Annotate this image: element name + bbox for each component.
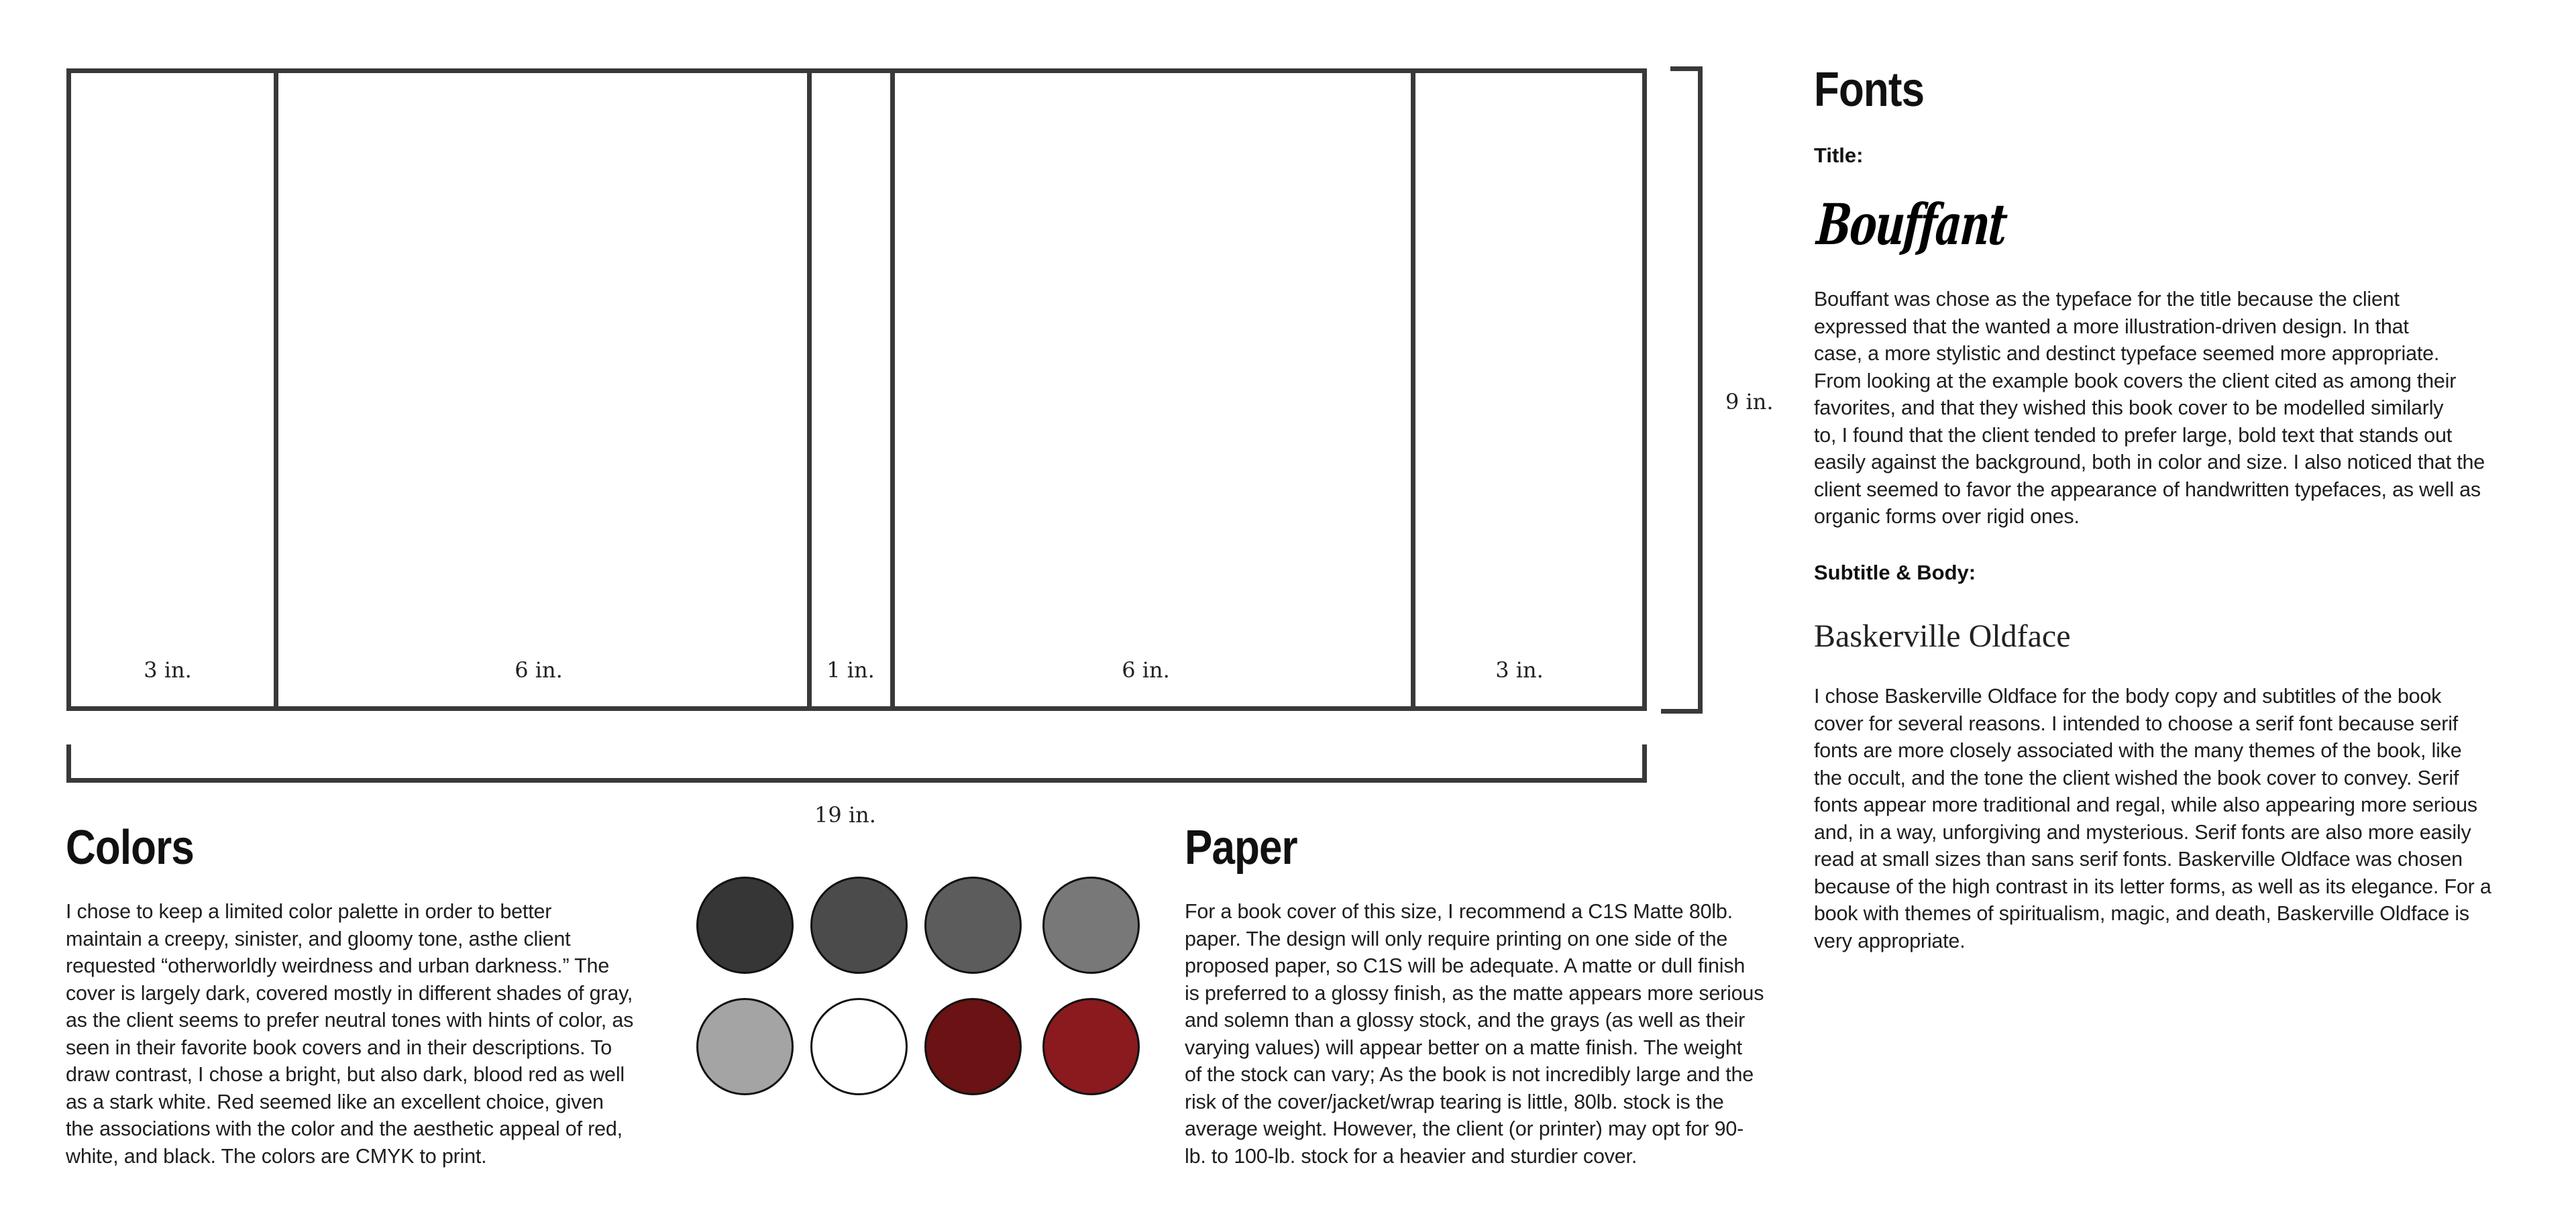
colors-rationale: I chose to keep a limited color palette in order to better maintain a creepy, sinister, and gloomy tone, asthe client requested “otherworldly weirdness and urban darkness.” The cover is largely dark, covered mostly in different shades of gray, as the client seems to prefer neutral tones with hints of color, as seen in their favorite book covers and in their descriptions. To draw contrast, I chose a bright, but also dark, blood red as well as a stark white. Red seemed like an excellent choice, given the associations with the color and the aesthetic appeal of red, white, and black. The colors are CMYK to print. — [66, 900, 634, 1168]
width-label: 19 in. — [814, 802, 876, 828]
panel-front-cover — [890, 68, 1415, 711]
height-label: 9 in. — [1725, 389, 1774, 414]
color-swatch — [924, 998, 1022, 1095]
body-font-label: Subtitle & Body: — [1814, 561, 1976, 584]
title-font-label: Title: — [1814, 144, 1864, 167]
fonts-heading: Fonts — [1814, 63, 1925, 117]
panel-width-label: 6 in. — [515, 657, 563, 683]
colors-heading: Colors — [66, 821, 194, 875]
panel-width-label: 3 in. — [144, 657, 192, 683]
panel-width-label: 6 in. — [1122, 657, 1170, 683]
panel-back-flap — [66, 68, 278, 711]
title-font-rationale: Bouffant was chose as the typeface for the title because the client expressed that the wanted a more illustration-driven design. In that case, a more stylistic and destinct typeface seemed more appropriate. From looking at the example book covers the client cited as among their favorites, and that they wished this book cover to be modelled similarly to, I found that the client tended to prefer large, bold text that stands out easily against the background, both in color and size. I also noticed that the client seemed to favor the appearance of handwritten typefaces, as well as organic forms over rigid ones. — [1814, 288, 2485, 528]
color-swatch — [924, 877, 1022, 974]
panel-spine — [807, 68, 895, 711]
panel-front-flap — [1411, 68, 1647, 711]
panel-width-label: 1 in. — [826, 657, 875, 683]
paper-heading: Paper — [1185, 821, 1297, 875]
color-swatch — [696, 998, 794, 1095]
panel-width-label: 3 in. — [1495, 657, 1544, 683]
color-swatch — [1042, 998, 1140, 1095]
color-swatch — [810, 877, 908, 974]
color-swatch — [1042, 877, 1140, 974]
title-font-sample: Bouffant — [1815, 191, 2008, 258]
color-swatch — [696, 877, 794, 974]
body-font-rationale: I chose Baskerville Oldface for the body copy and subtitles of the book cover for several reasons. I intended to choose a serif font because serif fonts are more closely associated with the many themes of the book, like the occult, and the tone the client wished the book cover to convey. Serif fonts appear more traditional and regal, while also appearing more serious and, in a way, unforgiving and mysterious. Serif fonts are also more easily read at small sizes than sans serif fonts. Baskerville Oldface was chosen because of the high contrast in its letter forms, as well as its elegance. For a book with themes of spiritualism, magic, and death, Baskerville Oldface is very appropriate. — [1814, 685, 2491, 952]
paper-rationale: For a book cover of this size, I recommend a C1S Matte 80lb. paper. The design will only require printing on one side of the proposed paper, so C1S will be adequate. A matte or dull finish is preferred to a glossy finish, as the matte appears more serious and solemn than a glossy stock, and the grays (as well as their varying values) will appear better on a matte finish. The weight of the stock can vary; As the book is not incredibly large and the risk of the cover/jacket/wrap tearing is little, 80lb. stock is the average weight. However, the client (or printer) may opt for 90- lb. to 100-lb. stock for a heavier and sturdier cover. — [1185, 900, 1764, 1168]
panel-back-cover — [274, 68, 812, 711]
body-font-sample: Baskerville Oldface — [1814, 618, 2071, 654]
color-swatch — [810, 998, 908, 1095]
